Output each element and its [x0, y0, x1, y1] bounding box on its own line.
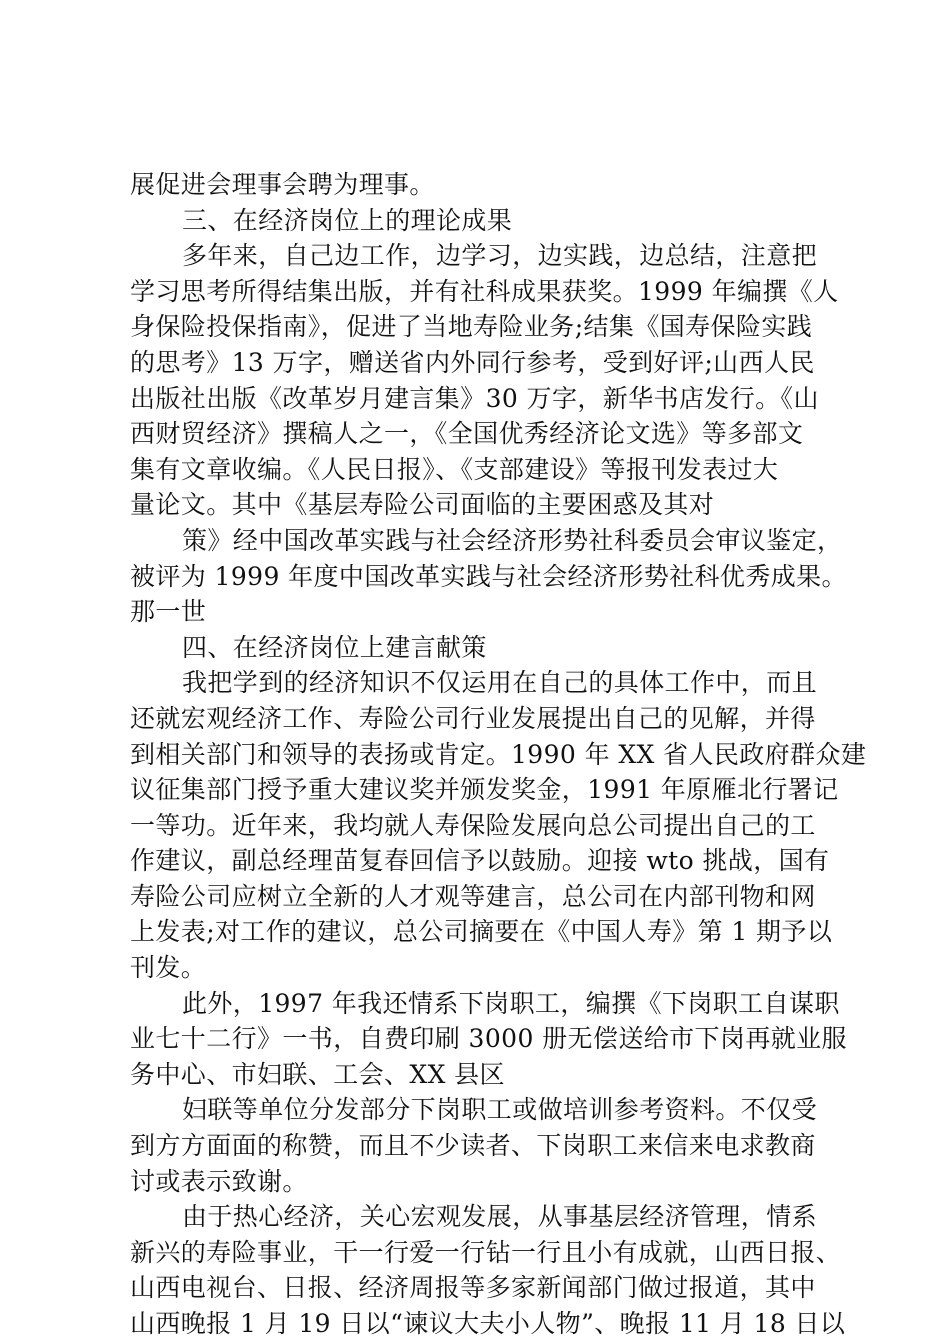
- text-line: 议征集部门授予重大建议奖并颁发奖金，1991 年原雁北行署记: [130, 775, 839, 805]
- text-line: 妇联等单位分发部分下岗职工或做培训参考资料。不仅受: [182, 1095, 818, 1125]
- text-line: 那一世: [130, 597, 207, 627]
- text-line: 学习思考所得结集出版，并有社科成果获奖。1999 年编撰《人: [130, 276, 839, 306]
- text-line: 出版社出版《改革岁月建言集》30 万字，新华书店发行。《山: [130, 383, 819, 413]
- text-line: 务中心、市妇联、工会、XX 县区: [130, 1059, 505, 1089]
- text-line: 山西晚报 1 月 19 日以“谏议大夫小人物”、晚报 11 月 18 日以: [130, 1309, 846, 1338]
- text-line: 集有文章收编。《人民日报》、《支部建设》等报刊发表过大: [130, 454, 779, 484]
- text-line: 四、在经济岗位上建言献策: [182, 632, 487, 662]
- text-line: 我把学到的经济知识不仅运用在自己的具体工作中，而且: [182, 668, 818, 698]
- text-line: 展促进会理事会聘为理事。: [130, 170, 435, 199]
- text-line: 新兴的寿险事业，干一行爱一行钻一行且小有成就，山西日报、: [130, 1237, 842, 1267]
- text-line: 刊发。: [130, 953, 207, 983]
- text-line: 量论文。其中《基层寿险公司面临的主要困惑及其对: [130, 490, 715, 520]
- text-line: 的思考》13 万字，赠送省内外同行参考，受到好评;山西人民: [130, 347, 815, 377]
- text-line: 业七十二行》一书，自费印刷 3000 册无偿送给市下岗再就业服: [130, 1024, 847, 1054]
- text-line: 由于热心经济，关心宏观发展，从事基层经济管理，情系: [182, 1202, 818, 1232]
- text-line: 三、在经济岗位上的理论成果: [182, 205, 513, 235]
- text-line: 被评为 1999 年度中国改革实践与社会经济形势社科优秀成果。: [130, 561, 847, 591]
- text-line: 还就宏观经济工作、寿险公司行业发展提出自己的见解，并得: [130, 703, 816, 733]
- text-line: 寿险公司应树立全新的人才观等建言，总公司在内部刊物和网: [130, 881, 816, 911]
- text-line: 西财贸经济》撰稿人之一，《全国优秀经济论文选》等多部文: [130, 419, 804, 449]
- text-line: 上发表;对工作的建议，总公司摘要在《中国人寿》第 1 期予以: [130, 917, 833, 947]
- text-line: 讨或表示致谢。: [130, 1166, 308, 1196]
- text-line: 身保险投保指南》，促进了当地寿险业务;结集《国寿保险实践: [130, 312, 813, 342]
- text-line: 此外，1997 年我还情系下岗职工，编撰《下岗职工自谋职: [182, 988, 840, 1018]
- text-line: 到相关部门和领导的表扬或肯定。1990 年 XX 省人民政府群众建: [130, 739, 867, 769]
- text-line: 策》经中国改革实践与社会经济形势社科委员会审议鉴定，: [182, 525, 843, 555]
- text-line: 到方方面面的称赞，而且不少读者、下岗职工来信来电求教商: [130, 1131, 816, 1161]
- document-body: [130, 167, 867, 1342]
- text-line: 一等功。近年来，我均就人寿保险发展向总公司提出自己的工: [130, 810, 816, 840]
- text-line: 多年来，自己边工作，边学习，边实践，边总结，注意把: [182, 241, 818, 271]
- text-line: 作建议，副总经理苗复春回信予以鼓励。迎接 wto 挑战，国有: [130, 846, 830, 876]
- text-line: 山西电视台、日报、经济周报等多家新闻部门做过报道，其中: [130, 1273, 816, 1303]
